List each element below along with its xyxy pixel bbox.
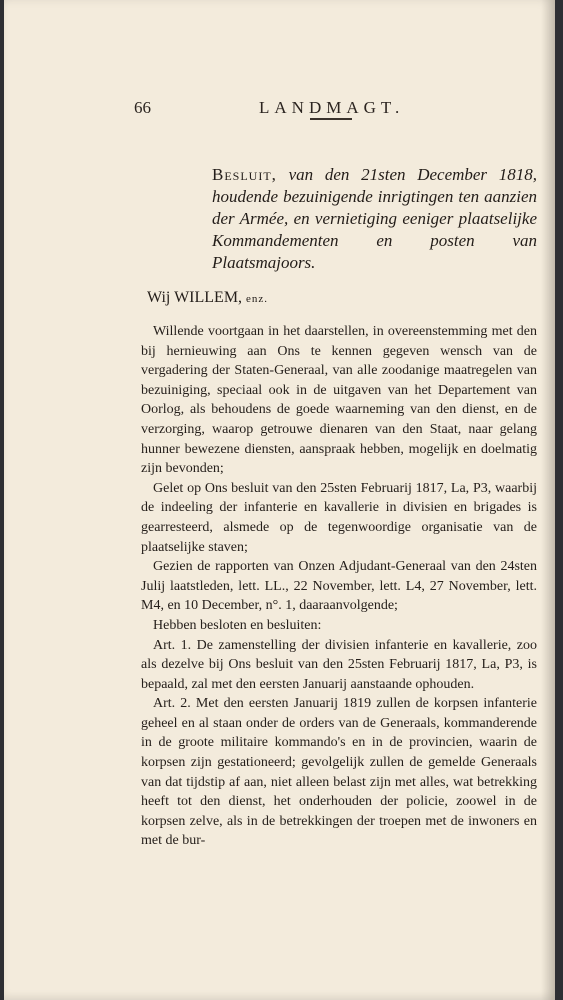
paragraph-gelet: Gelet op Ons besluit van den 25sten Februarij 1817, La, P3, waarbij de indeeling der infanterie en kavallerie in divisien en brigades is gearresteerd, alsmede op de tegenwoordige organisatie van de plaatselijke staven;	[141, 480, 537, 555]
header-rule	[310, 118, 352, 120]
paragraph-hebben: Hebben besloten en besluiten:	[153, 617, 322, 633]
paragraph-art-1: Art. 1. De zamenstelling der divisien infanterie en kavallerie, zoo als dezelve bij Ons besluit van den 25sten Februarij 1817, La, P3, is bepaald, zal met den eersten Januarij aanstaande ophouden.	[141, 637, 537, 692]
page-number: 66	[134, 98, 151, 117]
decree-title: van den 21sten December 1818, houdende bezuinigende inrigtingen ten aanzien der Armée, en vernietiging eeniger plaatselijke Kommandementen en posten van Plaatsmajoors.	[212, 165, 537, 272]
running-title: LANDMAGT.	[259, 98, 405, 117]
decree-heading	[212, 164, 537, 274]
sovereign-line	[147, 289, 387, 307]
book-page	[4, 0, 555, 1000]
sovereign-suffix: enz.	[246, 293, 269, 305]
body-text	[141, 322, 537, 851]
page-header	[134, 98, 434, 122]
sovereign-name: Wij WILLEM,	[147, 289, 243, 306]
paragraph-art-2: Art. 2. Met den eersten Januarij 1819 zullen de korpsen infanterie geheel en al staan onder de orders van de Generaals, kommanderende in de groote militaire kommando's en in de provincien, waarin de korpsen zijn gestationeerd; gevolgelijk zullen de gemelde Generaals van dat tijdstip af aan, niet alleen belast zijn met alles, wat betrekking heeft tot den dienst, het onderhouden der policie, zoowel in de korpsen zelve, als in de betrekkingen der troepen met de inwoners en met de bur-	[141, 696, 537, 849]
decree-lead: Besluit,	[212, 165, 277, 184]
paragraph-willende: Willende voortgaan in het daarstellen, in overeenstemming met den bij hernieuwing aan Ons te kennen gegeven wensch van de vergadering der Staten-Generaal, van alle zoodanige maatregelen van bezuiniging, speciaal ook in de uitgaven van het Departement van Oorlog, als behoudens de goede waarneming van den dienst, en de verzorging, waarop getrouwe dienaren van den Staat, naar gelang hunner bewezene diensten, aanspraak hebben, mogelijk en doelmatig zijn bevonden;	[141, 324, 537, 477]
paragraph-gezien: Gezien de rapporten van Onzen Adjudant-Generaal van den 24sten Julij laatstleden, lett. LL., 22 November, lett. L4, 27 November, lett. M4, en 10 December, n°. 1, daaraanvolgende;	[141, 559, 537, 614]
page-gutter-shadow	[541, 0, 555, 1000]
